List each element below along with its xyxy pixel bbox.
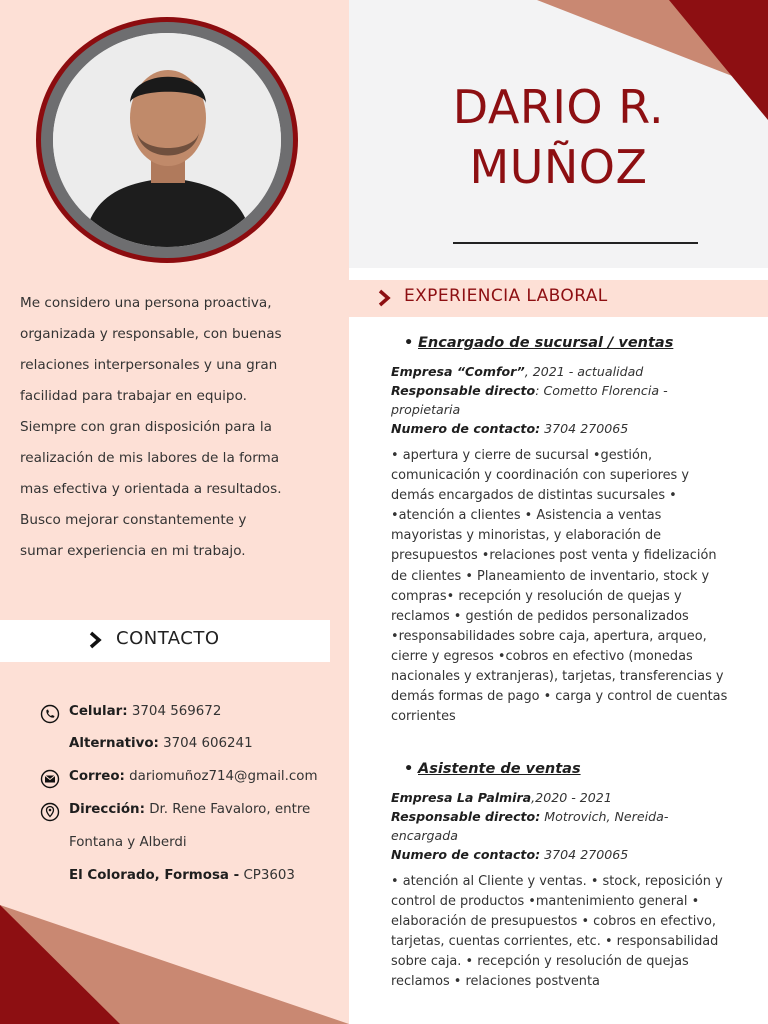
experience-title: EXPERIENCIA LABORAL (404, 286, 608, 306)
job-description: • atención al Cliente y ventas. • stock, reposición y control de productos •mantenimiento general • elaboración de presupuestos • cobros en efectivo, tarjetas, cuentas corrientes, etc. • responsabilidad sobre caja. • recepción y resolución de quejas reclamos • relaciones postventa (391, 874, 723, 990)
alt-phone-row[interactable]: Alternativo: 3704 606241 (69, 736, 253, 751)
name-line-1: DARIO R. (452, 80, 665, 134)
profile-photo-frame (36, 17, 298, 263)
email-row[interactable]: Correo: dariomuñoz714@gmail.com (69, 769, 318, 784)
job-title: • Encargado de sucursal / ventas (418, 335, 673, 351)
city-row: El Colorado, Formosa - CP3603 (69, 868, 295, 883)
job-meta: Empresa La Palmira,2020 - 2021 Responsable directo: Motrovich, Nereida- encargada Numero de contacto: 3704 270065 (391, 790, 669, 862)
chevron-right-icon (377, 289, 391, 307)
job-meta: Empresa “Comfor”, 2021 - actualidad Responsable directo: Cometto Florencia - propietaria Numero de contacto: 3704 270065 (391, 364, 668, 436)
contact-header (0, 620, 330, 662)
name-line-2: MUÑOZ (469, 140, 648, 194)
email-icon (40, 769, 60, 789)
job-description: • apertura y cierre de sucursal •gestión, comunicación y coordinación con superiores y demás encargados de distintas sucursales • •atención a clientes • Asistencia a ventas mayoristas y minoristas, y elaboración de presupuestos •relaciones post venta y fidelización de clientes • Planeamiento de inventario, stock y compras• recepción y resolución de quejas y reclamos • gestión de pedidos personalizados •responsabilidades sobre caja, apertura, arqueo, cierre y egresos •cobros en efectivo (monedas nacionales y extranjeras), tarjetas, transferencias y demás formas de pago • carga y control de cuentas corrientes (391, 448, 728, 725)
location-icon (40, 802, 60, 822)
address-row-2: Fontana y Alberdi (69, 835, 187, 850)
contact-title: CONTACTO (116, 628, 220, 649)
about-text: Me considero una persona proactiva, organizada y responsable, con buenas relaciones interpersonales y una gran facilidad para trabajar en equipo. Siempre con gran disposición para la realización de mis labores de la forma mas efectiva y orientada a resultados. Busco mejorar constantemente y sumar experiencia en mi trabajo. (20, 295, 282, 559)
job-title: • Asistente de ventas (418, 761, 581, 777)
decorative-corner-bottom-left (0, 905, 349, 1024)
profile-photo (53, 33, 281, 247)
name-divider (453, 242, 698, 244)
address-row: Dirección: Dr. Rene Favaloro, entre (69, 802, 311, 817)
experience-header (349, 280, 768, 317)
chevron-right-icon (88, 631, 102, 649)
header-panel (349, 0, 768, 268)
phone-icon (40, 704, 60, 724)
phone-row[interactable]: Celular: 3704 569672 (69, 704, 222, 719)
